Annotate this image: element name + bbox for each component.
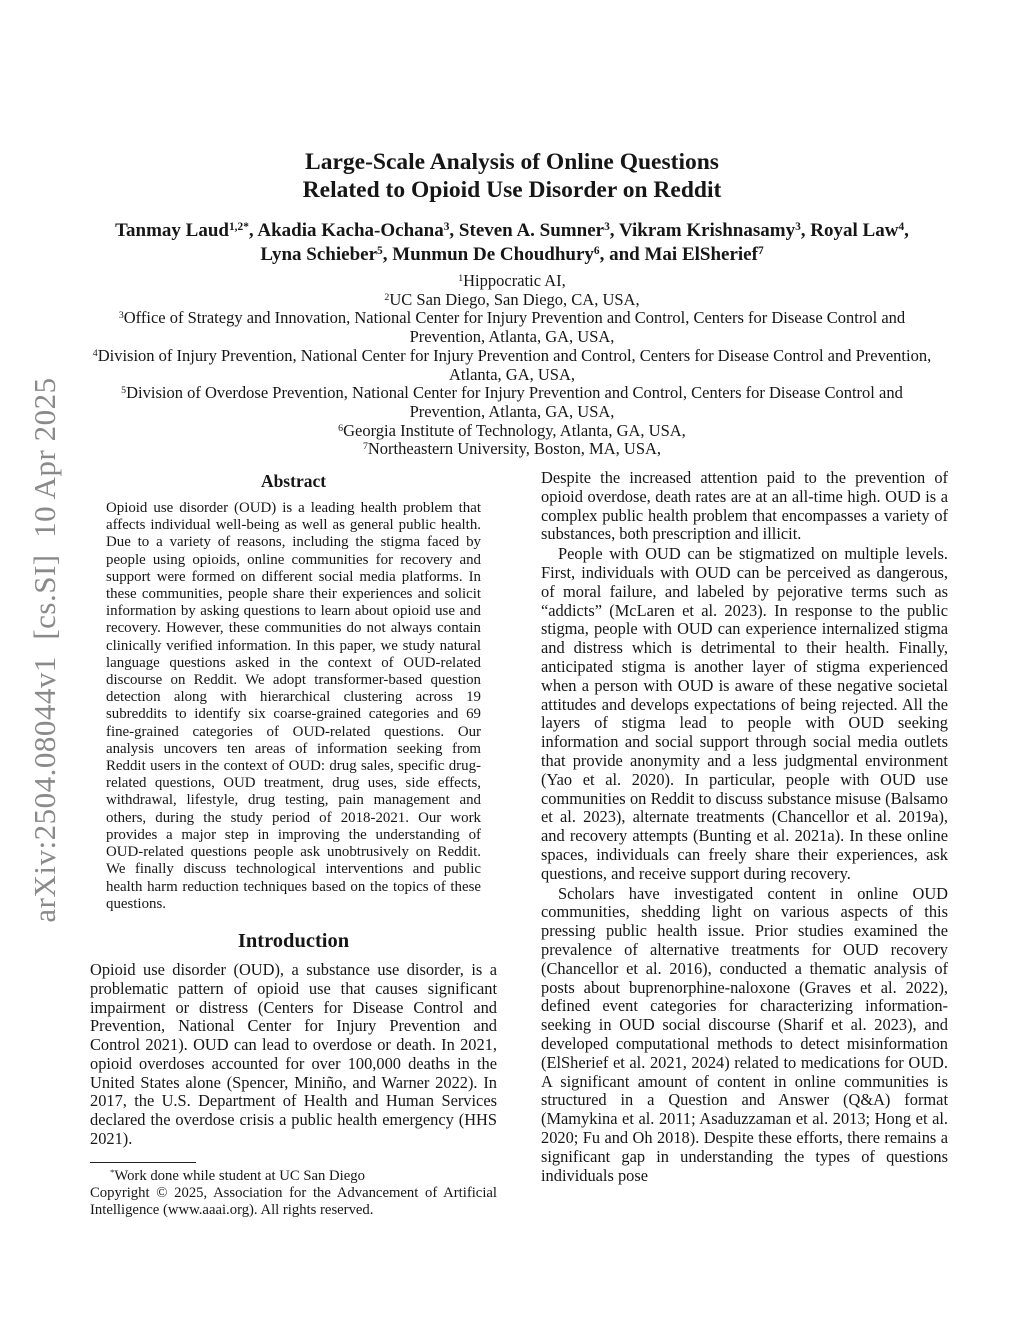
author-name: Munmun De Choudhury — [392, 244, 594, 265]
author-name: Royal Law — [810, 220, 899, 241]
affiliation-superscript: 3 — [118, 310, 124, 322]
affiliation-item — [92, 440, 932, 459]
author — [260, 244, 392, 265]
body-paragraph: Despite the increased attention paid to the prevention of opioid overdose, death rates are at an all-time high. OUD is a complex public health problem that encompasses a variety of substances, both prescription and illicit. — [541, 468, 948, 544]
author-separator: , — [248, 220, 258, 241]
affiliation-superscript: 2 — [384, 291, 390, 303]
author-superscript: 4 — [898, 221, 905, 234]
affiliation-superscript: 6 — [338, 422, 344, 434]
footnote-marker: * — [110, 1167, 115, 1178]
title-line-2: Related to Opioid Use Disorder on Reddit — [302, 177, 722, 203]
abstract-text: Opioid use disorder (OUD) is a leading health problem that affects individual well-being as well as general public health. Due to a variety of reasons, including the stigma faced by people using opioids, online communities for recovery and support were formed on different social media platforms. In these communities, people share their experiences and solicit information by asking questions to learn about opioid use and recovery. However, these communities do not always contain clinically verified information. In this paper, we study natural language questions asked in the context of OUD-related discourse on Reddit. We adopt transformer-based question detection along with hierarchical clustering across 19 subreddits to identify six coarse-grained categories and 69 fine-grained categories of OUD-related questions. Our analysis uncovers ten areas of information seeking from Reddit users in the context of OUD: drug sales, specific drug-related questions, OUD treatment, drug uses, side effects, withdrawal, lifestyle, drug testing, pain management and others, during the study period of 2018-2021. Our work provides a major step in improving the understanding of OUD-related questions people ask unobtrusively on Reddit. We finally discuss technological interventions and public health harm reduction techniques based on the topics of these questions. — [106, 500, 481, 912]
paper-title — [0, 148, 1024, 204]
affiliation-item — [92, 309, 932, 346]
column-left — [90, 469, 497, 1220]
author — [115, 220, 257, 241]
author — [459, 220, 619, 241]
two-column-body — [0, 459, 1024, 1220]
author-name: Lyna Schieber — [260, 244, 378, 265]
author-separator: , — [609, 220, 619, 241]
affiliation-text: Division of Overdose Prevention, National Center for Injury Prevention and Control, Centers for Disease Control and Prevention, Atlanta, GA, USA, — [126, 383, 903, 421]
author-separator: , — [904, 220, 909, 241]
author-superscript: 7 — [757, 245, 764, 258]
author-separator: , and — [599, 244, 645, 265]
footnote-note — [90, 1168, 497, 1185]
footnote-note-text: Work done while student at UC San Diego — [114, 1167, 365, 1184]
affiliation-item — [92, 347, 932, 384]
introduction-heading: Introduction — [237, 929, 350, 952]
author-superscript: 3 — [604, 221, 610, 234]
abstract-section — [90, 471, 497, 913]
author-name: Tanmay Laud — [115, 220, 229, 241]
author — [644, 244, 763, 265]
author-separator: , — [800, 220, 811, 241]
author-superscript: 5 — [377, 245, 383, 258]
author-line — [106, 219, 918, 267]
affiliation-text: Hippocratic AI, — [463, 271, 566, 290]
affiliation-item — [92, 291, 932, 310]
affiliation-text: Northeastern University, Boston, MA, USA, — [367, 439, 662, 459]
arxiv-stamp: arXiv:2504.08044v1 [cs.SI] 10 Apr 2025 — [27, 377, 62, 923]
body-paragraph: Scholars have investigated content in online OUD communities, shedding light on various aspects of this pressing public health issue. Prior studies examined the prevalence of alternative treatments for OUD recovery (Chancellor et al. 2016), conducted a thematic analysis of posts about buprenorphine-naloxone (Graves et al. 2022), defined event categories for characterizing information-seeking in OUD social discourse (Sharif et al. 2023), and developed computational methods to detect misinformation (ElSherief et al. 2021, 2024) related to medications for OUD. A significant amount of content in online communities is structured in a Question and Answer (Q&A) format (Mamykina et al. 2011; Asaduzzaman et al. 2013; Hong et al. 2020; Fu and Oh 2018). Despite these efforts, there remains a significant gap in understanding the types of questions individuals pose — [541, 883, 948, 1185]
author-superscript: 3 — [443, 221, 450, 234]
author — [619, 220, 810, 241]
affiliation-superscript: 1 — [458, 273, 464, 285]
affiliation-list — [92, 272, 932, 459]
affiliation-text: Office of Strategy and Innovation, National Center for Injury Prevention and Control, Centers for Disease Control and Prevention, Atlanta, GA, USA, — [123, 308, 906, 347]
author-name: Mai ElSherief — [644, 244, 758, 265]
affiliation-superscript: 4 — [92, 347, 98, 359]
affiliation-text: Georgia Institute of Technology, Atlanta, GA, USA, — [343, 420, 686, 440]
footnote — [90, 1162, 497, 1220]
author — [392, 244, 644, 265]
abstract-heading: Abstract — [260, 471, 327, 492]
affiliation-text: UC San Diego, San Diego, CA, USA, — [389, 289, 640, 309]
affiliation-text: Division of Injury Prevention, National Center for Injury Prevention and Control, Centers for Disease Control and Prevention, Atlanta, GA, USA, — [97, 345, 932, 384]
affiliation-item — [92, 384, 932, 421]
body-paragraph: People with OUD can be stigmatized on multiple levels. First, individuals with OUD can be perceived as dangerous, of moral failure, and labeled by pejorative terms such as “addicts” (McLaren et al. 2023). In response to the public stigma, people with OUD can experience internalized stigma and distress which is detrimental to their health. Finally, anticipated stigma is another layer of stigma experienced when a person with OUD is aware of these negative societal attitudes and develops expectations of being rejected. All the layers of stigma lead to people with OUD seeking information and social support through social media outlets that provide anonymity and a less judgmental environment (Yao et al. 2020). In particular, people with OUD use communities on Reddit to discuss substance misuse (Balsamo et al. 2023), alternate treatments (Chancellor et al. 2019a), and recovery attempts (Bunting et al. 2021a). In these online spaces, individuals can freely share their experiences, ask questions, and receive support during recovery. — [541, 544, 948, 883]
author-superscript: 6 — [593, 245, 600, 258]
column-right — [541, 469, 948, 1185]
affiliation-superscript: 5 — [121, 385, 127, 397]
author-superscript: 3 — [795, 221, 801, 234]
author — [810, 220, 909, 241]
title-line-1: Large-Scale Analysis of Online Questions — [305, 149, 719, 175]
footnote-copyright: Copyright © 2025, Association for the Advancement of Artificial Intelligence (www.aaai.org). All rights reserved. — [90, 1185, 497, 1219]
footnote-divider — [90, 1162, 196, 1163]
author-superscript: 1,2* — [228, 221, 249, 234]
author-name: Vikram Krishnasamy — [618, 220, 796, 241]
affiliation-item — [92, 272, 932, 291]
author-name: Akadia Kacha-Ochana — [257, 220, 444, 241]
affiliation-superscript: 7 — [362, 441, 368, 453]
author-separator: , — [382, 244, 393, 265]
author — [257, 220, 459, 241]
introduction-paragraph: Opioid use disorder (OUD), a substance use disorder, is a problematic pattern of opioid use that causes significant impairment or distress (Centers for Disease Control and Prevention, National Center for Injury Prevention and Control 2021). OUD can lead to overdose or death. In 2021, opioid overdoses accounted for over 100,000 deaths in the United States alone (Spencer, Miniño, and Warner 2022). In 2017, the U.S. Department of Health and Human Services declared the overdose crisis a public health emergency (HHS 2021). — [90, 959, 497, 1149]
author-name: Steven A. Sumner — [458, 220, 605, 241]
affiliation-item — [92, 422, 932, 441]
author-separator: , — [449, 220, 459, 241]
paper-header — [0, 0, 1024, 459]
